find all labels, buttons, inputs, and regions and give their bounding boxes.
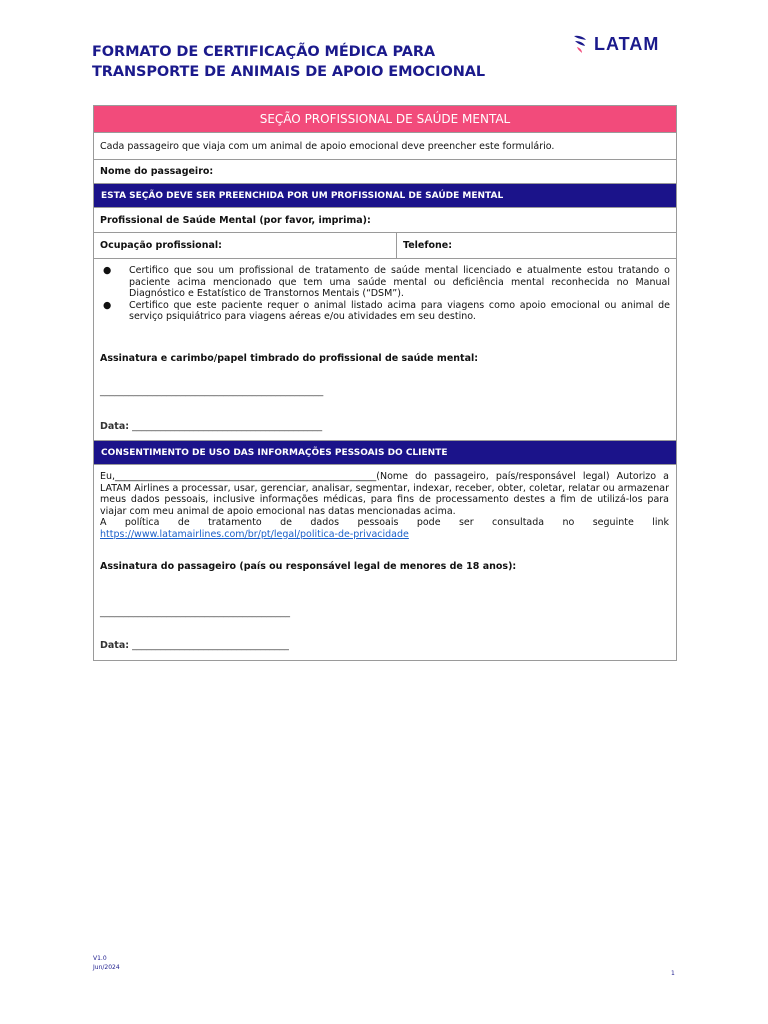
- logo-wordmark: LATAM: [594, 33, 660, 54]
- professional-name-field[interactable]: [94, 208, 676, 233]
- list-item: [100, 300, 670, 323]
- phone-field[interactable]: [397, 233, 458, 258]
- professional-signature-line[interactable]: _______________________________________________: [100, 386, 324, 397]
- title-line-1: FORMATO DE CERTIFICAÇÃO MÉDICA PARA: [92, 44, 436, 60]
- professional-name-label: Profissional de Saúde Mental (por favor, imprima):: [100, 214, 371, 226]
- passenger-name-label: Nome do passageiro:: [100, 166, 214, 177]
- passenger-signature-line[interactable]: ________________________________________: [100, 607, 290, 618]
- privacy-policy-text: A política de tratamento de dados pessoais pode ser consultada no seguinte link: [100, 517, 669, 528]
- occupation-field[interactable]: [94, 233, 397, 258]
- passenger-date-label: Data:: [100, 640, 130, 651]
- bullet-text-travel: Certifico que este paciente requer o animal listado acima para viagens como apoio emocional ou animal de serviço psiquiátrico para viagens aéreas e/ou atividades em seu destino.: [129, 299, 670, 322]
- intro-row: [94, 133, 676, 160]
- phone-label: Telefone:: [403, 240, 453, 251]
- consent-block: [94, 465, 676, 661]
- professional-date-line: ________________________________________: [132, 421, 323, 432]
- consent-section-banner: CONSENTIMENTO DE USO DAS INFORMAÇÕES PESSOAIS DO CLIENTE: [94, 441, 676, 465]
- privacy-policy-link[interactable]: https://www.latamairlines.com/br/pt/legal/politica-de-privacidade: [100, 528, 409, 540]
- bullet-text-license: Certifico que sou um profissional de tratamento de saúde mental licenciado e atualmente estou tratando o paciente acima mencionado que tem uma saúde mental ou deficiência mental reconhecida no Manual Diagnóstico e Estatístico de Transtornos Mentais (“DSM”).: [129, 265, 670, 299]
- professional-signature-label: Assinatura e carimbo/papel timbrado do profissional de saúde mental:: [100, 353, 479, 364]
- professional-date-label: Data:: [100, 421, 130, 432]
- version-footer: [93, 954, 120, 972]
- list-item: [100, 265, 670, 300]
- occupation-phone-row: [94, 233, 676, 259]
- bullet-list: [94, 259, 676, 323]
- passenger-date-line: _________________________________: [132, 640, 289, 651]
- page-number: 1: [671, 970, 675, 977]
- version-label: V1.0: [93, 955, 107, 962]
- occupation-label: Ocupação profissional:: [100, 240, 222, 251]
- professional-date-field[interactable]: [94, 421, 322, 432]
- document-title: [92, 42, 532, 82]
- section-heading-mental-health: SEÇÃO PROFISSIONAL DE SAÚDE MENTAL: [94, 106, 676, 133]
- intro-text: Cada passageiro que viaja com um animal de apoio emocional deve preencher este formulário.: [100, 140, 555, 152]
- consent-authorization-text: Eu,_______________________________________________________(Nome do passageiro, país/responsável legal) Autorizo a LATAM Airlines a processar, usar, gerenciar, analisar, segmentar, indexar, receber, obter, coletar, relatar ou armazenar meus dados pessoais, inclusive informações médicas, para fins de processamento destes a fim de utilizá-los para viajar com meu animal de apoio emocional nas datas mencionadas acima.: [100, 471, 669, 517]
- version-date: Jun/2024: [93, 964, 120, 971]
- passenger-date-field[interactable]: [94, 640, 289, 651]
- consent-text-block: [94, 465, 676, 540]
- certification-statements: [94, 259, 676, 441]
- passenger-signature-label: Assinatura do passageiro (país ou responsável legal de menores de 18 anos):: [100, 561, 517, 572]
- professional-section-banner: ESTA SEÇÃO DEVE SER PREENCHIDA POR UM PROFISSIONAL DE SAÚDE MENTAL: [94, 184, 676, 208]
- title-line-2: TRANSPORTE DE ANIMAIS DE APOIO EMOCIONAL: [92, 64, 486, 80]
- latam-wing-icon: [572, 33, 588, 55]
- passenger-name-field[interactable]: [94, 160, 676, 184]
- bullet-marker: ●: [103, 265, 112, 276]
- certification-form: [93, 105, 677, 661]
- bullet-marker: ●: [103, 299, 112, 311]
- latam-logo: [572, 24, 702, 64]
